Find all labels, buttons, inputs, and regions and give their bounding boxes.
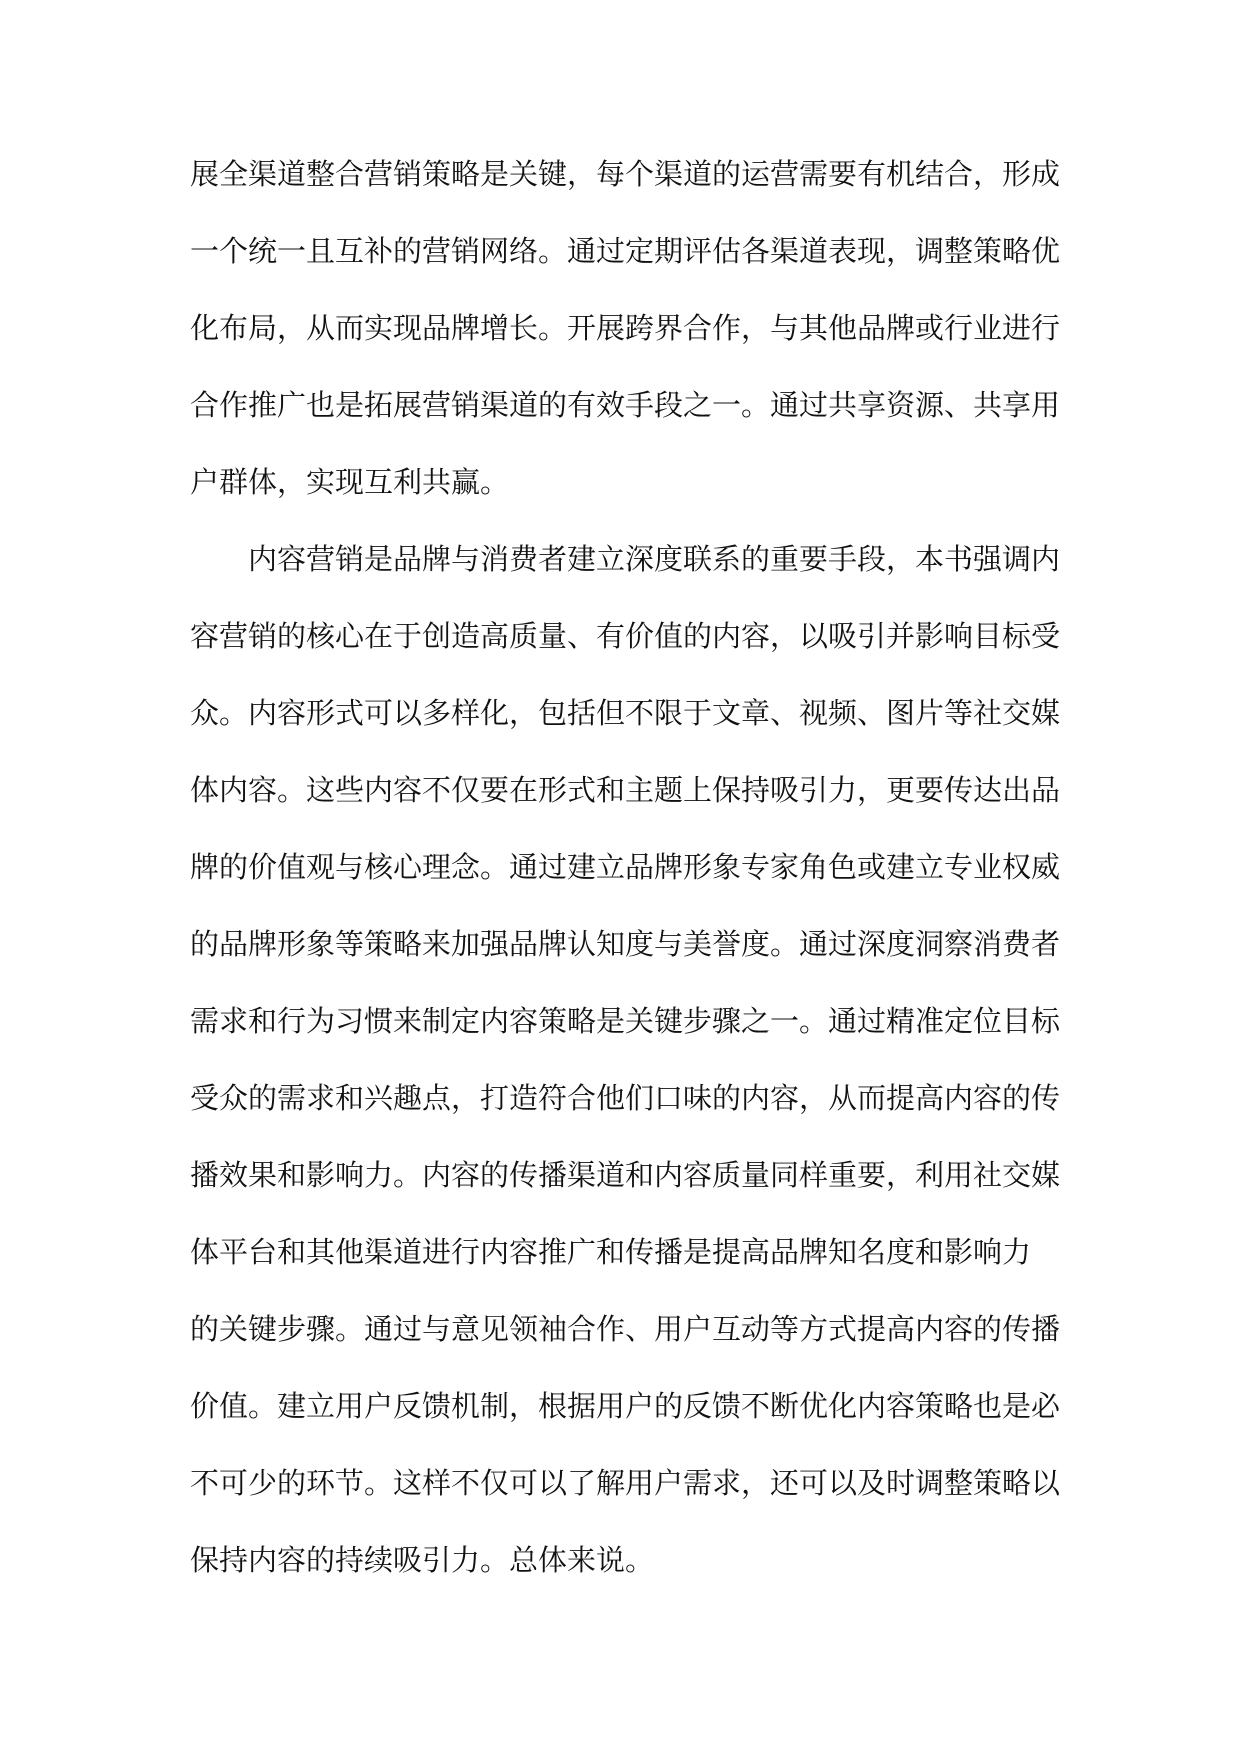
- text-line: 需求和行为习惯来制定内容策略是关键步骤之一。通过精准定位目标: [190, 1004, 1061, 1038]
- text-line: 牌的价值观与核心理念。通过建立品牌形象专家角色或建立专业权威: [190, 850, 1061, 884]
- text-line: 众。内容形式可以多样化，包括但不限于文章、视频、图片等社交媒: [190, 696, 1061, 730]
- text-line: 展全渠道整合营销策略是关键，每个渠道的运营需要有机结合，形成: [190, 157, 1061, 191]
- text-line: 的关键步骤。通过与意见领袖合作、用户互动等方式提高内容的传播: [190, 1312, 1061, 1346]
- text-line: 合作推广也是拓展营销渠道的有效手段之一。通过共享资源、共享用: [190, 388, 1061, 422]
- text-line: 受众的需求和兴趣点，打造符合他们口味的内容，从而提高内容的传: [190, 1081, 1061, 1115]
- text-line: 不可少的环节。这样不仅可以了解用户需求，还可以及时调整策略以: [190, 1466, 1061, 1500]
- text-line-paragraph-end: 保持内容的持续吸引力。总体来说。: [190, 1543, 655, 1577]
- text-line: 化布局，从而实现品牌增长。开展跨界合作，与其他品牌或行业进行: [190, 311, 1061, 345]
- text-line: 一个统一且互补的营销网络。通过定期评估各渠道表现，调整策略优: [190, 234, 1061, 268]
- text-line: 体平台和其他渠道进行内容推广和传播是提高品牌知名度和影响力: [190, 1235, 1032, 1269]
- text-line: 价值。建立用户反馈机制，根据用户的反馈不断优化内容策略也是必: [190, 1389, 1061, 1423]
- text-line: 播效果和影响力。内容的传播渠道和内容质量同样重要，利用社交媒: [190, 1158, 1061, 1192]
- text-line-paragraph-start: 内容营销是品牌与消费者建立深度联系的重要手段，本书强调内: [248, 542, 1061, 576]
- text-line: 容营销的核心在于创造高质量、有价值的内容，以吸引并影响目标受: [190, 619, 1061, 653]
- body-text: [190, 145, 1060, 1608]
- text-line: 的品牌形象等策略来加强品牌认知度与美誉度。通过深度洞察消费者: [190, 927, 1061, 961]
- text-line-paragraph-end: 户群体，实现互利共赢。: [190, 465, 510, 499]
- text-line: 体内容。这些内容不仅要在形式和主题上保持吸引力，更要传达出品: [190, 773, 1061, 807]
